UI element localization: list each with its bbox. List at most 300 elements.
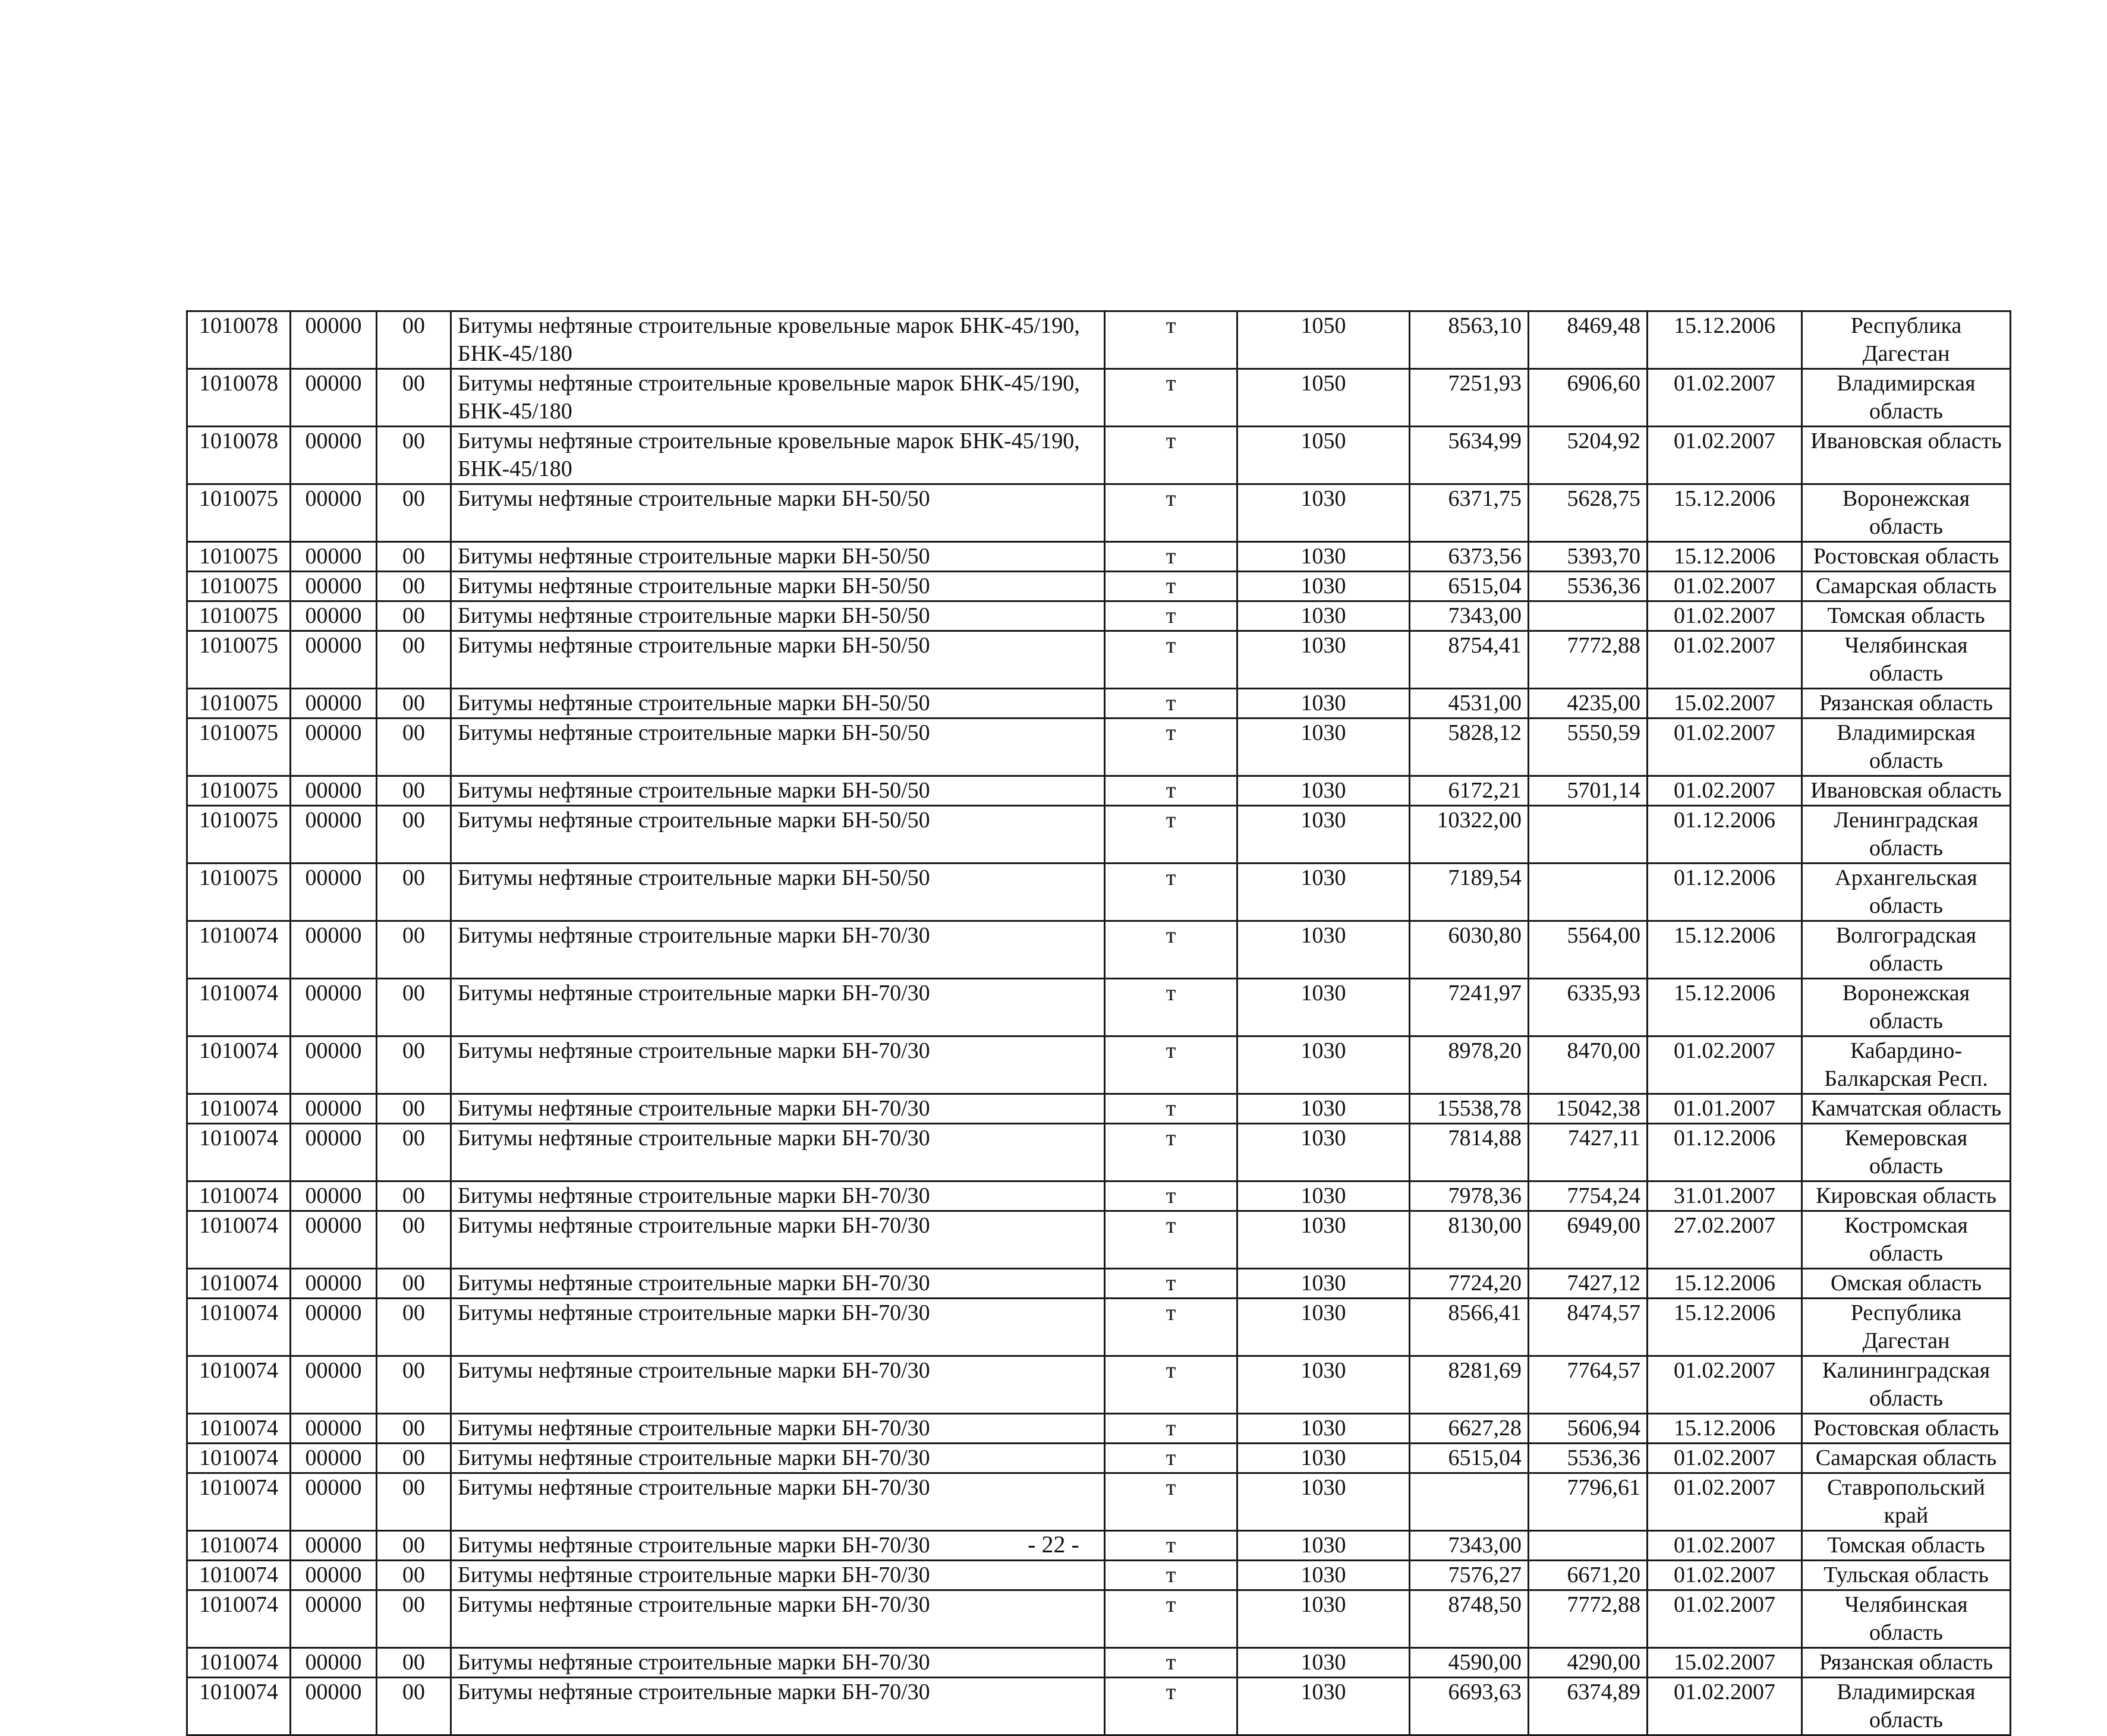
unit-code-cell: 1030: [1237, 1269, 1410, 1299]
price-1-cell: 8563,10: [1410, 311, 1529, 369]
price-2-cell: 6671,20: [1529, 1561, 1648, 1590]
price-1-cell: 6030,80: [1410, 921, 1529, 979]
product-name-cell: Битумы нефтяные строительные марки БН-70/30: [451, 1036, 1105, 1094]
sub-code-cell: 00000: [291, 921, 377, 979]
price-2-cell: 7754,24: [1529, 1182, 1648, 1211]
date-cell: 01.02.2007: [1648, 1590, 1802, 1648]
price-2-cell: 5204,92: [1529, 427, 1648, 484]
product-name-cell: Битумы нефтяные строительные марки БН-50/50: [451, 484, 1105, 542]
table-row: [187, 979, 2011, 1036]
sub-code-cell: 00000: [291, 1444, 377, 1473]
product-code-cell: 1010074: [187, 1414, 291, 1444]
sub-code-cell: 00000: [291, 689, 377, 719]
variant-cell: 00: [377, 1473, 451, 1531]
price-2-cell: 4290,00: [1529, 1648, 1648, 1678]
sub-code-cell: 00000: [291, 1678, 377, 1735]
unit-code-cell: 1030: [1237, 1531, 1410, 1561]
unit-cell: т: [1105, 979, 1237, 1036]
variant-cell: 00: [377, 1182, 451, 1211]
price-1-cell: 8281,69: [1410, 1356, 1529, 1414]
table-row: [187, 864, 2011, 921]
product-code-cell: 1010074: [187, 1182, 291, 1211]
region-cell: Кемеровская область: [1802, 1124, 2011, 1182]
product-code-cell: 1010078: [187, 427, 291, 484]
price-1-cell: 7343,00: [1410, 1531, 1529, 1561]
region-cell: Ленинградская область: [1802, 806, 2011, 864]
date-cell: 01.02.2007: [1648, 776, 1802, 806]
variant-cell: 00: [377, 979, 451, 1036]
table-row: [187, 1182, 2011, 1211]
price-2-cell: 5393,70: [1529, 542, 1648, 572]
price-2-cell: [1529, 864, 1648, 921]
table-row: [187, 1269, 2011, 1299]
price-2-cell: 6335,93: [1529, 979, 1648, 1036]
product-name-cell: Битумы нефтяные строительные марки БН-70/30: [451, 1531, 1105, 1561]
region-cell: Владимирская область: [1802, 1678, 2011, 1735]
date-cell: 15.12.2006: [1648, 1269, 1802, 1299]
price-1-cell: 6172,21: [1410, 776, 1529, 806]
product-name-cell: Битумы нефтяные строительные марки БН-70/30: [451, 1211, 1105, 1269]
unit-cell: т: [1105, 601, 1237, 631]
product-name-cell: Битумы нефтяные строительные марки БН-70/30: [451, 1356, 1105, 1414]
sub-code-cell: 00000: [291, 1414, 377, 1444]
price-2-cell: 7427,11: [1529, 1124, 1648, 1182]
product-code-cell: 1010075: [187, 631, 291, 689]
price-2-cell: 4235,00: [1529, 689, 1648, 719]
date-cell: 01.02.2007: [1648, 1444, 1802, 1473]
date-cell: 27.02.2007: [1648, 1211, 1802, 1269]
unit-code-cell: 1030: [1237, 1299, 1410, 1356]
region-cell: Ростовская область: [1802, 542, 2011, 572]
region-cell: Томская область: [1802, 1531, 2011, 1561]
sub-code-cell: 00000: [291, 1531, 377, 1561]
product-name-cell: Битумы нефтяные строительные марки БН-50/50: [451, 542, 1105, 572]
unit-cell: т: [1105, 1211, 1237, 1269]
sub-code-cell: 00000: [291, 369, 377, 427]
table-row: [187, 1211, 2011, 1269]
price-1-cell: 10322,00: [1410, 806, 1529, 864]
price-1-cell: 8978,20: [1410, 1036, 1529, 1094]
table-row: [187, 1036, 2011, 1094]
unit-cell: т: [1105, 1590, 1237, 1648]
price-1-cell: 4531,00: [1410, 689, 1529, 719]
table-row: [187, 1299, 2011, 1356]
sub-code-cell: 00000: [291, 1299, 377, 1356]
unit-code-cell: 1030: [1237, 1182, 1410, 1211]
unit-cell: т: [1105, 311, 1237, 369]
product-code-cell: 1010074: [187, 1531, 291, 1561]
variant-cell: 00: [377, 776, 451, 806]
date-cell: 15.12.2006: [1648, 484, 1802, 542]
variant-cell: 00: [377, 1590, 451, 1648]
unit-code-cell: 1030: [1237, 1648, 1410, 1678]
product-name-cell: Битумы нефтяные строительные марки БН-70/30: [451, 1182, 1105, 1211]
date-cell: 01.12.2006: [1648, 864, 1802, 921]
date-cell: 01.01.2007: [1648, 1094, 1802, 1124]
unit-code-cell: 1050: [1237, 427, 1410, 484]
unit-cell: т: [1105, 1356, 1237, 1414]
unit-cell: т: [1105, 1182, 1237, 1211]
region-cell: Республика Дагестан: [1802, 311, 2011, 369]
product-name-cell: Битумы нефтяные строительные кровельные марок БНК-45/190, БНК-45/180: [451, 427, 1105, 484]
table-row: [187, 1094, 2011, 1124]
price-1-cell: 6693,63: [1410, 1678, 1529, 1735]
region-cell: Томская область: [1802, 601, 2011, 631]
date-cell: 01.02.2007: [1648, 601, 1802, 631]
table-row: [187, 921, 2011, 979]
date-cell: 15.02.2007: [1648, 689, 1802, 719]
product-code-cell: 1010074: [187, 1356, 291, 1414]
table-row: [187, 1444, 2011, 1473]
product-name-cell: Битумы нефтяные строительные марки БН-70/30: [451, 921, 1105, 979]
table-row: [187, 1356, 2011, 1414]
product-name-cell: Битумы нефтяные строительные марки БН-70/30: [451, 1590, 1105, 1648]
date-cell: 01.02.2007: [1648, 572, 1802, 601]
price-1-cell: 6515,04: [1410, 572, 1529, 601]
unit-cell: т: [1105, 1094, 1237, 1124]
price-1-cell: 6373,56: [1410, 542, 1529, 572]
region-cell: Ставропольский край: [1802, 1473, 2011, 1531]
product-name-cell: Битумы нефтяные строительные марки БН-50/50: [451, 689, 1105, 719]
sub-code-cell: 00000: [291, 311, 377, 369]
variant-cell: 00: [377, 1648, 451, 1678]
unit-code-cell: 1030: [1237, 1211, 1410, 1269]
table-row: [187, 601, 2011, 631]
sub-code-cell: 00000: [291, 427, 377, 484]
unit-code-cell: 1030: [1237, 1356, 1410, 1414]
unit-code-cell: 1030: [1237, 689, 1410, 719]
product-code-cell: 1010075: [187, 719, 291, 776]
unit-cell: т: [1105, 542, 1237, 572]
product-name-cell: Битумы нефтяные строительные кровельные марок БНК-45/190, БНК-45/180: [451, 311, 1105, 369]
product-code-cell: 1010075: [187, 572, 291, 601]
product-name-cell: Битумы нефтяные строительные марки БН-50/50: [451, 572, 1105, 601]
variant-cell: 00: [377, 572, 451, 601]
unit-code-cell: 1030: [1237, 1561, 1410, 1590]
product-code-cell: 1010074: [187, 1444, 291, 1473]
date-cell: 01.02.2007: [1648, 631, 1802, 689]
date-cell: 01.02.2007: [1648, 719, 1802, 776]
unit-cell: т: [1105, 689, 1237, 719]
region-cell: Челябинская область: [1802, 631, 2011, 689]
sub-code-cell: 00000: [291, 1648, 377, 1678]
unit-cell: т: [1105, 1678, 1237, 1735]
table-row: [187, 572, 2011, 601]
date-cell: 15.12.2006: [1648, 921, 1802, 979]
variant-cell: 00: [377, 1356, 451, 1414]
product-code-cell: 1010078: [187, 311, 291, 369]
date-cell: 15.12.2006: [1648, 979, 1802, 1036]
price-1-cell: 15538,78: [1410, 1094, 1529, 1124]
price-2-cell: 8474,57: [1529, 1299, 1648, 1356]
variant-cell: 00: [377, 484, 451, 542]
price-2-cell: 15042,38: [1529, 1094, 1648, 1124]
region-cell: Камчатская область: [1802, 1094, 2011, 1124]
price-1-cell: 7814,88: [1410, 1124, 1529, 1182]
product-code-cell: 1010074: [187, 1590, 291, 1648]
unit-code-cell: 1030: [1237, 1473, 1410, 1531]
region-cell: Архангельская область: [1802, 864, 2011, 921]
product-code-cell: 1010074: [187, 1299, 291, 1356]
product-code-cell: 1010074: [187, 1124, 291, 1182]
date-cell: 01.02.2007: [1648, 1473, 1802, 1531]
unit-cell: т: [1105, 369, 1237, 427]
price-1-cell: 6371,75: [1410, 484, 1529, 542]
unit-cell: т: [1105, 1124, 1237, 1182]
price-1-cell: 5828,12: [1410, 719, 1529, 776]
table-row: [187, 542, 2011, 572]
sub-code-cell: 00000: [291, 864, 377, 921]
variant-cell: 00: [377, 369, 451, 427]
region-cell: Ивановская область: [1802, 427, 2011, 484]
table-row: [187, 484, 2011, 542]
unit-cell: т: [1105, 1561, 1237, 1590]
product-name-cell: Битумы нефтяные строительные марки БН-70/30: [451, 1561, 1105, 1590]
sub-code-cell: 00000: [291, 601, 377, 631]
variant-cell: 00: [377, 864, 451, 921]
date-cell: 01.02.2007: [1648, 1531, 1802, 1561]
price-2-cell: 7772,88: [1529, 631, 1648, 689]
variant-cell: 00: [377, 1094, 451, 1124]
product-name-cell: Битумы нефтяные строительные марки БН-50/50: [451, 776, 1105, 806]
date-cell: 01.02.2007: [1648, 1561, 1802, 1590]
sub-code-cell: 00000: [291, 1094, 377, 1124]
price-2-cell: 5536,36: [1529, 572, 1648, 601]
product-name-cell: Битумы нефтяные строительные марки БН-70/30: [451, 1094, 1105, 1124]
date-cell: 01.02.2007: [1648, 1678, 1802, 1735]
table-row: [187, 369, 2011, 427]
unit-code-cell: 1030: [1237, 776, 1410, 806]
variant-cell: 00: [377, 1211, 451, 1269]
unit-code-cell: 1030: [1237, 542, 1410, 572]
unit-code-cell: 1030: [1237, 921, 1410, 979]
product-name-cell: Битумы нефтяные строительные марки БН-70/30: [451, 1473, 1105, 1531]
variant-cell: 00: [377, 427, 451, 484]
price-2-cell: 6949,00: [1529, 1211, 1648, 1269]
price-1-cell: [1410, 1473, 1529, 1531]
product-code-cell: 1010078: [187, 369, 291, 427]
product-name-cell: Битумы нефтяные строительные марки БН-70/30: [451, 1648, 1105, 1678]
variant-cell: 00: [377, 631, 451, 689]
price-1-cell: 4590,00: [1410, 1648, 1529, 1678]
sub-code-cell: 00000: [291, 719, 377, 776]
price-2-cell: [1529, 806, 1648, 864]
variant-cell: 00: [377, 921, 451, 979]
product-code-cell: 1010075: [187, 689, 291, 719]
sub-code-cell: 00000: [291, 776, 377, 806]
price-2-cell: 5606,94: [1529, 1414, 1648, 1444]
table-row: [187, 1124, 2011, 1182]
unit-code-cell: 1030: [1237, 806, 1410, 864]
region-cell: Рязанская область: [1802, 1648, 2011, 1678]
product-code-cell: 1010074: [187, 1648, 291, 1678]
price-table: [186, 310, 2011, 1736]
unit-code-cell: 1030: [1237, 631, 1410, 689]
table-row: [187, 806, 2011, 864]
unit-cell: т: [1105, 1299, 1237, 1356]
region-cell: Самарская область: [1802, 1444, 2011, 1473]
product-code-cell: 1010074: [187, 1211, 291, 1269]
unit-code-cell: 1030: [1237, 572, 1410, 601]
table-row: [187, 1561, 2011, 1590]
region-cell: Самарская область: [1802, 572, 2011, 601]
region-cell: Республика Дагестан: [1802, 1299, 2011, 1356]
price-2-cell: 6906,60: [1529, 369, 1648, 427]
sub-code-cell: 00000: [291, 806, 377, 864]
unit-cell: т: [1105, 631, 1237, 689]
date-cell: 01.02.2007: [1648, 1036, 1802, 1094]
sub-code-cell: 00000: [291, 572, 377, 601]
region-cell: Кабардино-Балкарская Респ.: [1802, 1036, 2011, 1094]
price-1-cell: 7724,20: [1410, 1269, 1529, 1299]
price-1-cell: 7576,27: [1410, 1561, 1529, 1590]
date-cell: 01.02.2007: [1648, 369, 1802, 427]
product-name-cell: Битумы нефтяные строительные марки БН-70/30: [451, 1124, 1105, 1182]
variant-cell: 00: [377, 1124, 451, 1182]
unit-code-cell: 1030: [1237, 1590, 1410, 1648]
variant-cell: 00: [377, 1444, 451, 1473]
date-cell: 31.01.2007: [1648, 1182, 1802, 1211]
product-name-cell: Битумы нефтяные строительные марки БН-50/50: [451, 601, 1105, 631]
unit-code-cell: 1030: [1237, 484, 1410, 542]
price-1-cell: 8566,41: [1410, 1299, 1529, 1356]
region-cell: Волгоградская область: [1802, 921, 2011, 979]
table-row: [187, 427, 2011, 484]
region-cell: Калининградская область: [1802, 1356, 2011, 1414]
unit-cell: т: [1105, 864, 1237, 921]
sub-code-cell: 00000: [291, 1356, 377, 1414]
table-body: [187, 311, 2011, 1735]
product-code-cell: 1010074: [187, 921, 291, 979]
price-2-cell: 5550,59: [1529, 719, 1648, 776]
price-1-cell: 8130,00: [1410, 1211, 1529, 1269]
unit-code-cell: 1030: [1237, 1414, 1410, 1444]
region-cell: Омская область: [1802, 1269, 2011, 1299]
product-name-cell: Битумы нефтяные строительные марки БН-70/30: [451, 1414, 1105, 1444]
unit-code-cell: 1030: [1237, 1678, 1410, 1735]
product-name-cell: Битумы нефтяные строительные кровельные марок БНК-45/190, БНК-45/180: [451, 369, 1105, 427]
sub-code-cell: 00000: [291, 542, 377, 572]
product-code-cell: 1010075: [187, 601, 291, 631]
product-code-cell: 1010075: [187, 806, 291, 864]
date-cell: 15.12.2006: [1648, 1299, 1802, 1356]
product-code-cell: 1010074: [187, 1269, 291, 1299]
price-1-cell: 6627,28: [1410, 1414, 1529, 1444]
variant-cell: 00: [377, 1036, 451, 1094]
variant-cell: 00: [377, 542, 451, 572]
unit-code-cell: 1030: [1237, 601, 1410, 631]
unit-cell: т: [1105, 719, 1237, 776]
price-1-cell: 6515,04: [1410, 1444, 1529, 1473]
price-1-cell: 7241,97: [1410, 979, 1529, 1036]
variant-cell: 00: [377, 719, 451, 776]
unit-cell: т: [1105, 572, 1237, 601]
unit-code-cell: 1030: [1237, 864, 1410, 921]
date-cell: 01.02.2007: [1648, 1356, 1802, 1414]
product-name-cell: Битумы нефтяные строительные марки БН-50/50: [451, 719, 1105, 776]
variant-cell: 00: [377, 1531, 451, 1561]
price-2-cell: 8470,00: [1529, 1036, 1648, 1094]
region-cell: Воронежская область: [1802, 484, 2011, 542]
price-2-cell: 6374,89: [1529, 1678, 1648, 1735]
product-code-cell: 1010075: [187, 864, 291, 921]
variant-cell: 00: [377, 1299, 451, 1356]
date-cell: 15.12.2006: [1648, 311, 1802, 369]
price-2-cell: 8469,48: [1529, 311, 1648, 369]
region-cell: Владимирская область: [1802, 719, 2011, 776]
price-1-cell: 5634,99: [1410, 427, 1529, 484]
product-name-cell: Битумы нефтяные строительные марки БН-70/30: [451, 979, 1105, 1036]
sub-code-cell: 00000: [291, 1124, 377, 1182]
price-2-cell: 7796,61: [1529, 1473, 1648, 1531]
region-cell: Костромская область: [1802, 1211, 2011, 1269]
product-name-cell: Битумы нефтяные строительные марки БН-70/30: [451, 1299, 1105, 1356]
product-code-cell: 1010074: [187, 1036, 291, 1094]
region-cell: Челябинская область: [1802, 1590, 2011, 1648]
price-2-cell: 7427,12: [1529, 1269, 1648, 1299]
product-name-cell: Битумы нефтяные строительные марки БН-70/30: [451, 1678, 1105, 1735]
price-1-cell: 7343,00: [1410, 601, 1529, 631]
variant-cell: 00: [377, 689, 451, 719]
unit-code-cell: 1030: [1237, 979, 1410, 1036]
region-cell: Тульская область: [1802, 1561, 2011, 1590]
region-cell: Рязанская область: [1802, 689, 2011, 719]
variant-cell: 00: [377, 601, 451, 631]
price-2-cell: 5701,14: [1529, 776, 1648, 806]
unit-code-cell: 1030: [1237, 719, 1410, 776]
variant-cell: 00: [377, 1269, 451, 1299]
product-code-cell: 1010074: [187, 1678, 291, 1735]
product-name-cell: Битумы нефтяные строительные марки БН-70/30: [451, 1269, 1105, 1299]
table-row: [187, 1590, 2011, 1648]
variant-cell: 00: [377, 1678, 451, 1735]
unit-cell: т: [1105, 427, 1237, 484]
unit-code-cell: 1030: [1237, 1444, 1410, 1473]
price-2-cell: 7772,88: [1529, 1590, 1648, 1648]
table-row: [187, 719, 2011, 776]
table-row: [187, 1414, 2011, 1444]
unit-code-cell: 1050: [1237, 369, 1410, 427]
product-name-cell: Битумы нефтяные строительные марки БН-50/50: [451, 864, 1105, 921]
price-1-cell: 8748,50: [1410, 1590, 1529, 1648]
product-name-cell: Битумы нефтяные строительные марки БН-50/50: [451, 631, 1105, 689]
price-2-cell: 5628,75: [1529, 484, 1648, 542]
unit-cell: т: [1105, 921, 1237, 979]
sub-code-cell: 00000: [291, 1269, 377, 1299]
unit-cell: т: [1105, 1648, 1237, 1678]
sub-code-cell: 00000: [291, 1036, 377, 1094]
price-1-cell: 7978,36: [1410, 1182, 1529, 1211]
variant-cell: 00: [377, 1561, 451, 1590]
price-2-cell: 5564,00: [1529, 921, 1648, 979]
unit-cell: т: [1105, 1444, 1237, 1473]
product-name-cell: Битумы нефтяные строительные марки БН-50/50: [451, 806, 1105, 864]
product-code-cell: 1010075: [187, 542, 291, 572]
sub-code-cell: 00000: [291, 1473, 377, 1531]
page-number: - 22 -: [1028, 1531, 1079, 1558]
table-row: [187, 689, 2011, 719]
price-2-cell: [1529, 601, 1648, 631]
unit-code-cell: 1030: [1237, 1036, 1410, 1094]
variant-cell: 00: [377, 806, 451, 864]
region-cell: Ростовская область: [1802, 1414, 2011, 1444]
unit-cell: т: [1105, 1473, 1237, 1531]
sub-code-cell: 00000: [291, 631, 377, 689]
product-code-cell: 1010074: [187, 1561, 291, 1590]
table-row: [187, 631, 2011, 689]
sub-code-cell: 00000: [291, 1590, 377, 1648]
unit-cell: т: [1105, 1036, 1237, 1094]
